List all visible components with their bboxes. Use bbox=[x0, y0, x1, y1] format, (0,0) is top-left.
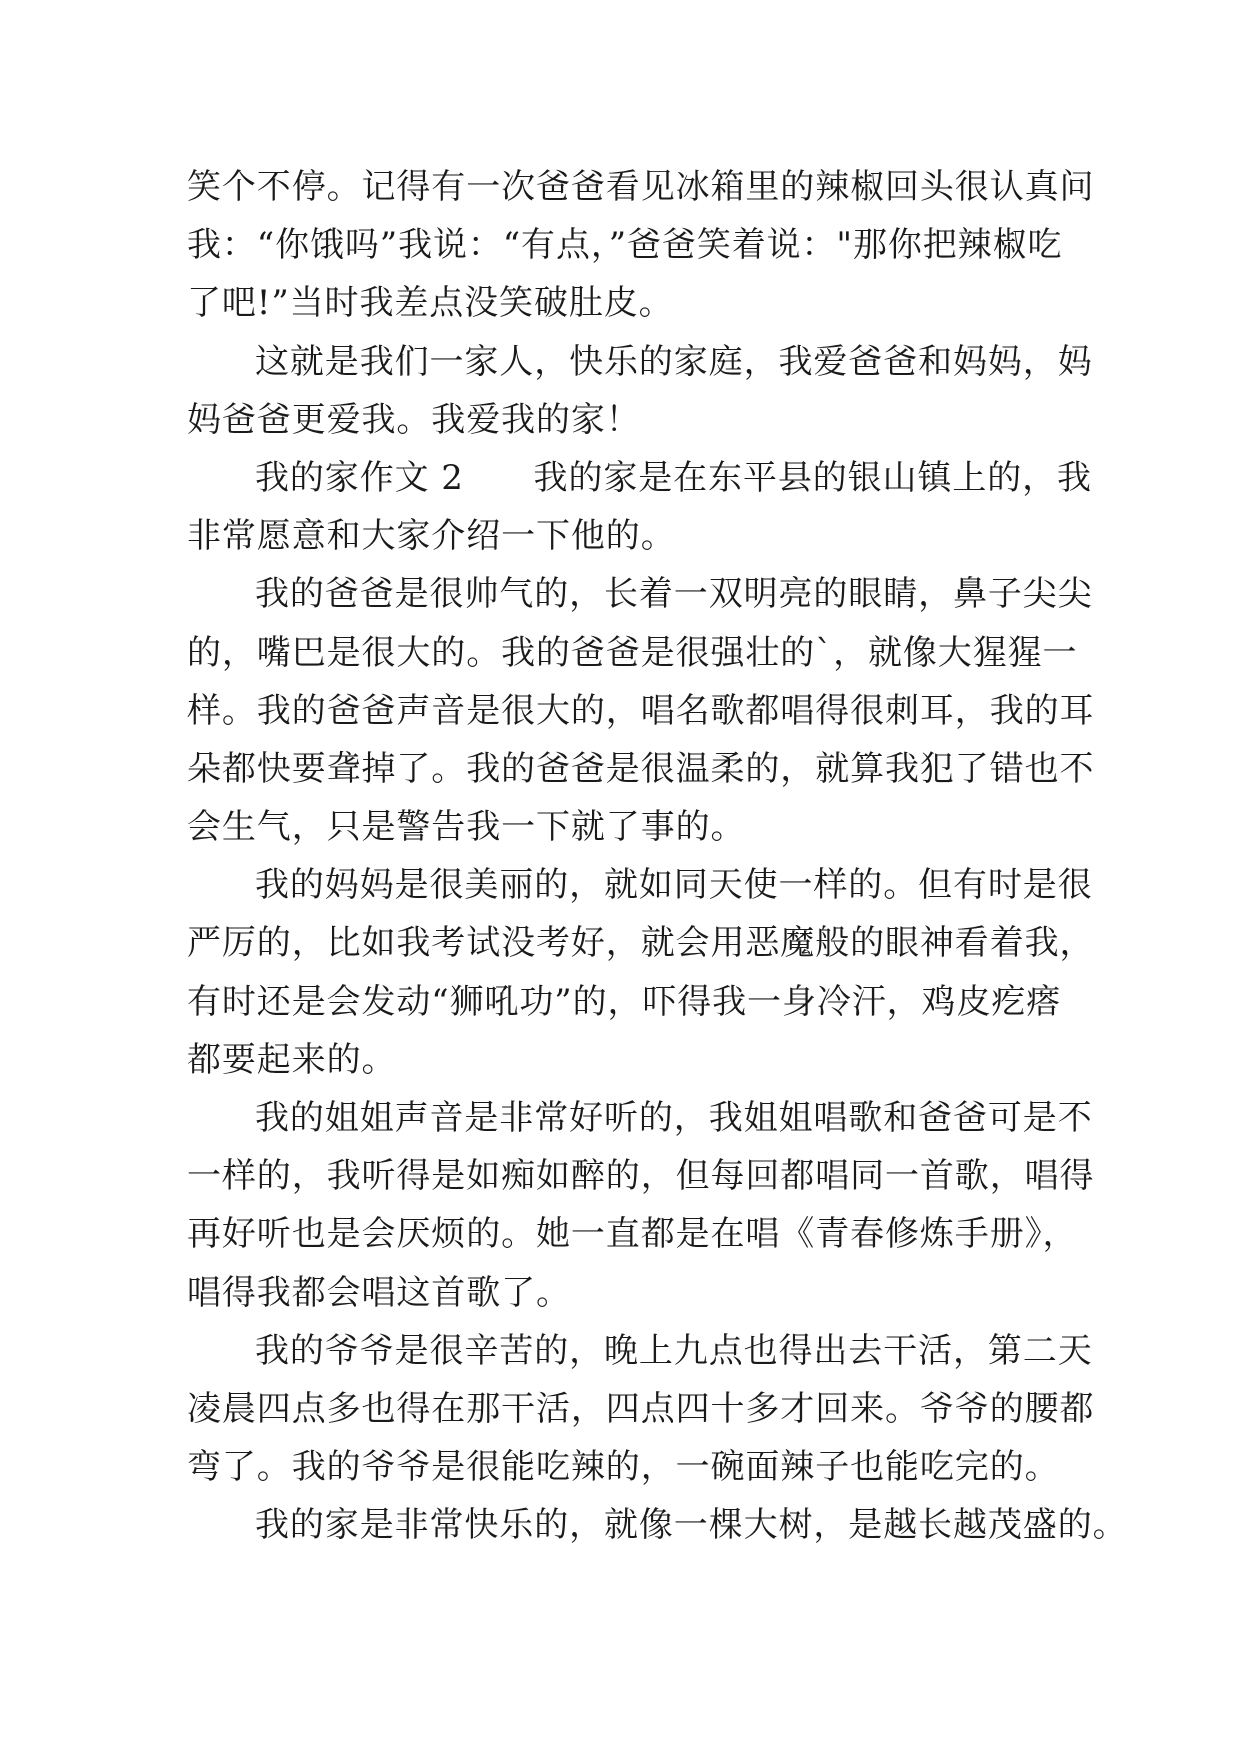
text-line: 弯了。我的爷爷是很能吃辣的，一碗面辣子也能吃完的。 bbox=[187, 1447, 1060, 1488]
essay-title-line: 我的家作文 2 我的家是在东平县的银山镇上的，我 bbox=[255, 457, 1092, 498]
text-line: 都要起来的。 bbox=[187, 1039, 397, 1080]
text-line: 我的妈妈是很美丽的，就如同天使一样的。但有时是很 bbox=[255, 865, 1093, 906]
text-line: 一样的，我听得是如痴如醉的，但每回都唱同一首歌，唱得 bbox=[187, 1156, 1095, 1197]
paragraph-3 bbox=[187, 449, 1092, 565]
text-line: 的，嘴巴是很大的。我的爸爸是很强壮的`，就像大猩猩一 bbox=[187, 632, 1078, 673]
text-line: 我的家是非常快乐的，就像一棵大树，是越长越茂盛的。 bbox=[255, 1505, 1128, 1546]
text-line: 我的姐姐声音是非常好听的，我姐姐唱歌和爸爸可是不 bbox=[255, 1098, 1093, 1138]
paragraph-2 bbox=[187, 333, 1093, 449]
text-line: 唱得我都会唱这首歌了。 bbox=[187, 1272, 571, 1313]
text-line: 我的爸爸是很帅气的，长着一双明亮的眼睛，鼻子尖尖 bbox=[255, 574, 1093, 615]
paragraph-5 bbox=[187, 856, 1095, 1089]
paragraph-4 bbox=[187, 565, 1095, 856]
text-line: 严厉的，比如我考试没考好，就会用恶魔般的眼神看着我， bbox=[187, 923, 1095, 964]
paragraph-8 bbox=[187, 1496, 1128, 1554]
paragraph-6 bbox=[187, 1089, 1095, 1322]
text-line: 这就是我们一家人，快乐的家庭，我爱爸爸和妈妈，妈 bbox=[255, 341, 1093, 382]
text-line: 样。我的爸爸声音是很大的，唱名歌都唱得很刺耳，我的耳 bbox=[187, 690, 1095, 731]
text-line: 我的爷爷是很辛苦的，晚上九点也得出去干活，第二天 bbox=[255, 1330, 1093, 1371]
text-line: 有时还是会发动“狮吼功”的，吓得我一身冷汗，鸡皮疙瘩 bbox=[187, 981, 1062, 1022]
text-line: 了吧!”当时我差点没笑破肚皮。 bbox=[187, 283, 674, 324]
text-line: 再好听也是会厌烦的。她一直都是在唱《青春修炼手册》， bbox=[187, 1214, 1078, 1255]
text-line: 我：“你饿吗”我说：“有点，”爸爸笑着说："那你把辣椒吃 bbox=[187, 225, 1063, 266]
text-line: 会生气，只是警告我一下就了事的。 bbox=[187, 807, 746, 848]
text-line: 朵都快要聋掉了。我的爸爸是很温柔的，就算我犯了错也不 bbox=[187, 748, 1095, 789]
text-line: 妈爸爸更爱我。我爱我的家！ bbox=[187, 399, 641, 440]
paragraph-1 bbox=[187, 158, 1095, 333]
text-line: 非常愿意和大家介绍一下他的。 bbox=[187, 516, 676, 557]
text-line: 凌晨四点多也得在那干活，四点四十多才回来。爷爷的腰都 bbox=[187, 1388, 1095, 1429]
text-line: 笑个不停。记得有一次爸爸看见冰箱里的辣椒回头很认真问 bbox=[187, 167, 1095, 207]
document-body bbox=[187, 158, 1128, 1555]
paragraph-7 bbox=[187, 1322, 1095, 1497]
